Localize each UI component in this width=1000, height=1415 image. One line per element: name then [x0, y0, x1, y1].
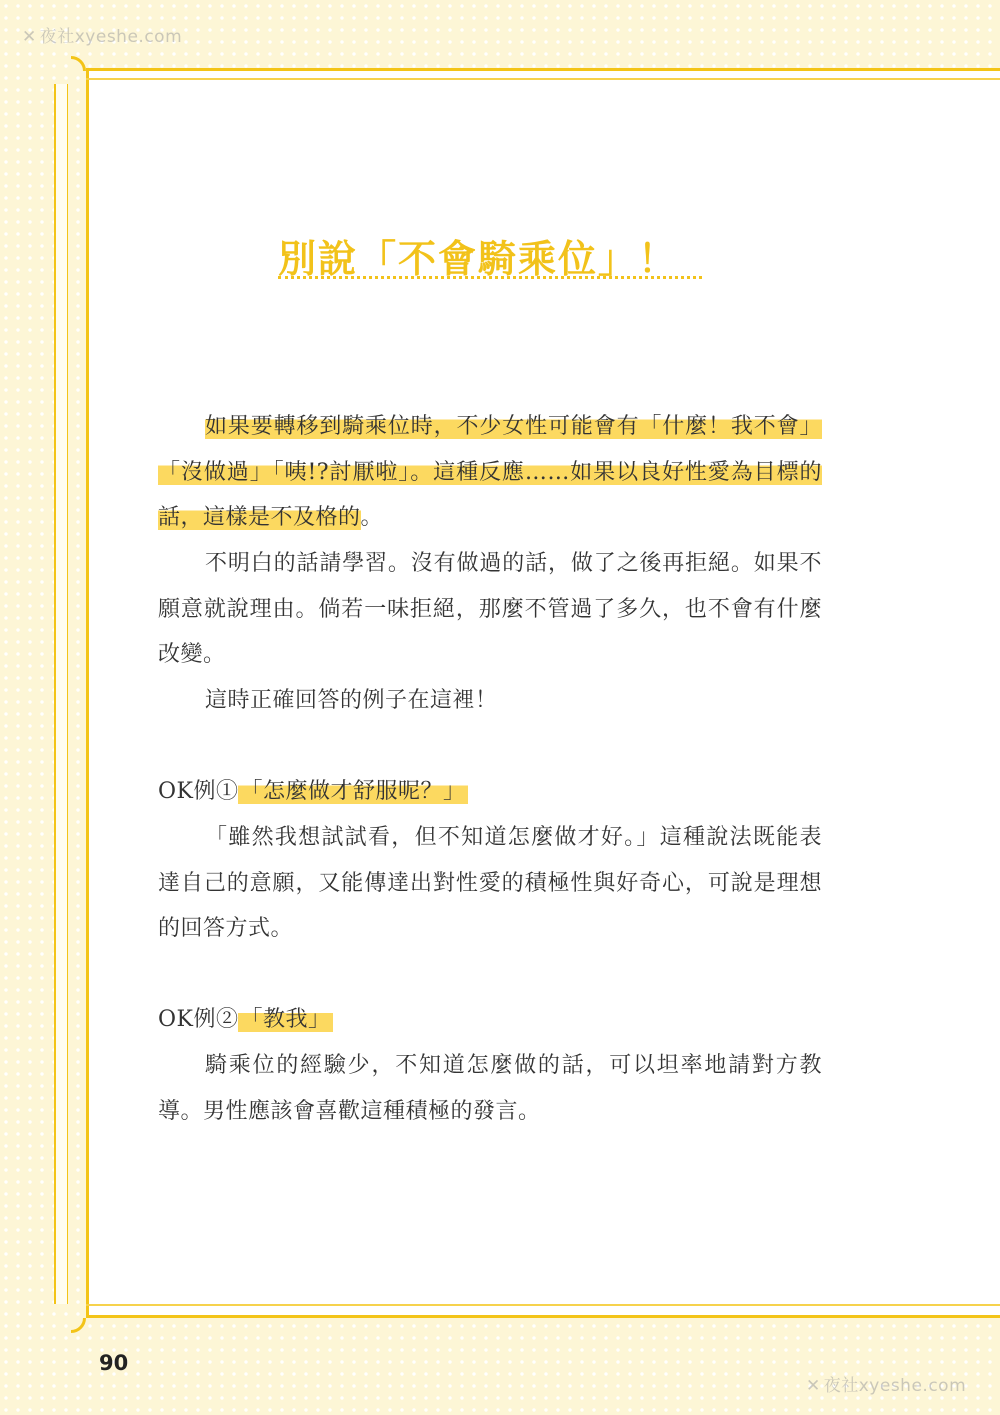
example-1-text: 「雖然我想試試看，但不知道怎麼做才好。」這種說法既能表達自己的意願，又能傳達出對性愛的積極性與好奇心，可說是理想的回答方式。	[158, 825, 822, 941]
example-1-label: OK例①	[158, 779, 239, 804]
paragraph-3	[158, 678, 822, 724]
frame-bottom-line	[86, 1304, 1000, 1306]
paragraph-2	[158, 541, 822, 678]
highlighted-text: 如果要轉移到騎乘位時，不少女性可能會有「什麼！我不會」「沒做過」「咦!?討厭啦」。這種反應……如果以良好性愛為目標的話，這樣是不及格的	[158, 414, 822, 530]
x-logo-icon: ✕	[806, 1376, 821, 1396]
example-2-text: 騎乘位的經驗少，不知道怎麼做的話，可以坦率地請對方教導。男性應該會喜歡這種積極的發言。	[158, 1053, 822, 1124]
example-2-label: OK例②	[158, 1007, 239, 1032]
paragraph-1-end: 。	[360, 505, 384, 530]
frame-corner-bottom-left	[56, 1303, 86, 1333]
example-1-body	[158, 815, 822, 952]
title-dotted-underline	[278, 276, 702, 279]
paragraph-1	[158, 404, 822, 541]
paragraph-2-text: 不明白的話請學習。沒有做過的話，做了之後再拒絕。如果不願意就說理由。倘若一味拒絕，那麼不管過了多久，也不會有什麼改變。	[158, 551, 822, 667]
example-2-body	[158, 1043, 822, 1134]
frame-corner-top-left	[56, 56, 86, 86]
watermark-bottom	[806, 1371, 966, 1396]
example-1-highlight: 「怎麼做才舒服呢？」	[240, 779, 466, 804]
example-1-heading	[158, 769, 822, 815]
watermark-top	[22, 22, 182, 47]
frame-top-line	[86, 78, 1000, 80]
paragraph-3-text: 這時正確回答的例子在這裡！	[205, 688, 498, 713]
page-number: 90	[99, 1351, 129, 1375]
watermark-text: 夜社xyeshe.com	[39, 27, 183, 47]
frame-side-bar	[54, 84, 68, 1304]
example-2-heading	[158, 997, 822, 1043]
page-title: 別說「不會騎乘位」！	[278, 237, 679, 281]
watermark-text: 夜社xyeshe.com	[823, 1376, 967, 1396]
example-2-highlight: 「教我」	[240, 1007, 331, 1032]
x-logo-icon: ✕	[22, 27, 37, 47]
